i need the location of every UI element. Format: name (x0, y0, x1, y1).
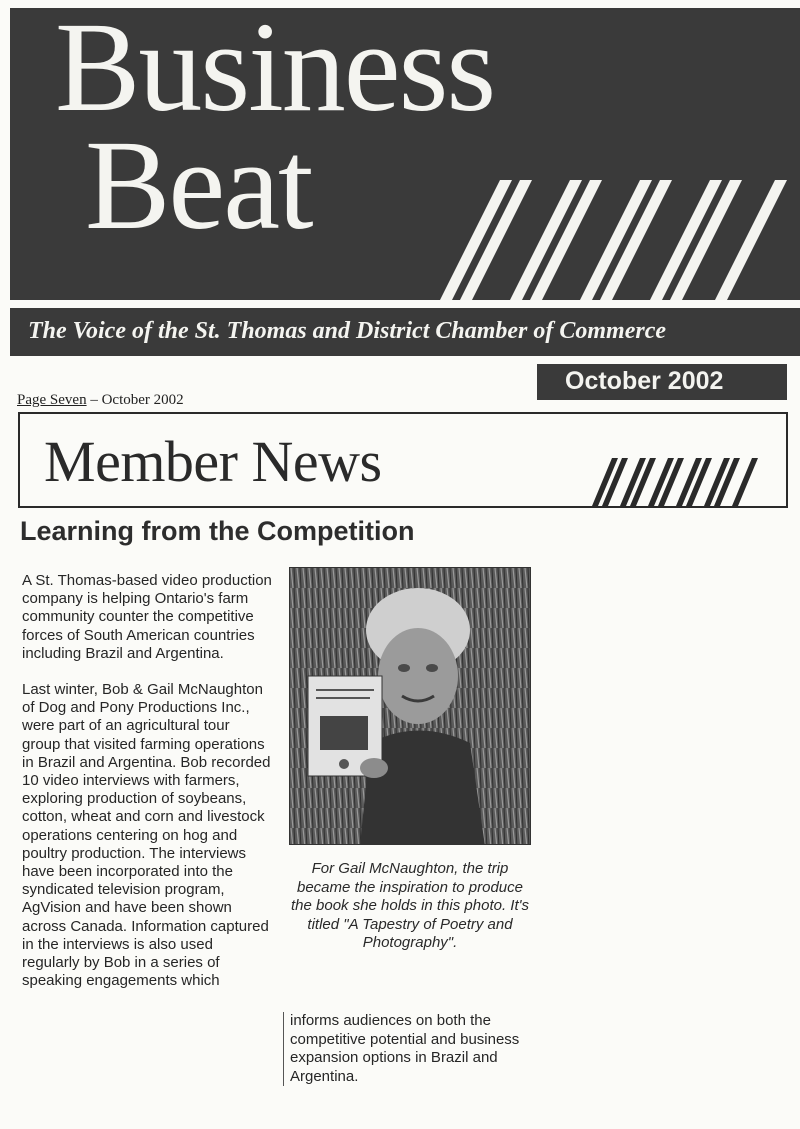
masthead (10, 8, 800, 300)
article-headline: Learning from the Competition (20, 516, 415, 546)
title-line-2: Beat (85, 114, 312, 256)
article-paragraph-1: A St. Thomas-based video production company is helping Ontario's farm community counter the competitive forces of South American countries including Brazil and Argentina. (22, 572, 272, 662)
section-header (18, 412, 788, 508)
page-number: Page Seven (17, 392, 87, 408)
tagline-bar (10, 308, 800, 356)
masthead-stripes-graphic (440, 180, 800, 300)
publication-title (55, 8, 495, 256)
page-date: – October 2002 (86, 392, 184, 408)
issue-date-badge (537, 364, 787, 400)
article-paragraph-2: Last winter, Bob & Gail McNaughton of Dog and Pony Productions Inc., were part of an agricultural tour group that visited farming operations in Brazil and Argentina. Bob recorded 10 video interviews with farmers, exploring production of soybeans, cotton, wheat and corn and livestock operations centering on hog and poultry production. The interviews have been incorporated into the syndicated television program, AgVision and have been shown across Canada. Information captured in the interviews is also used regularly by Bob in a series of speaking engagements which (22, 681, 271, 990)
section-stripes-graphic (592, 458, 782, 506)
page-line (17, 392, 184, 409)
issue-date: October 2002 (565, 367, 724, 395)
article-photo (289, 567, 531, 845)
article-continuation: informs audiences on both the competitive potential and business expansion options in Brazil and Argentina. (290, 1012, 520, 1085)
photo-woman-with-book (290, 568, 531, 845)
tagline: The Voice of the St. Thomas and District Chamber of Commerce (28, 318, 667, 344)
article-column-left (22, 572, 272, 1008)
section-title: Member News (44, 429, 382, 494)
article-column-continued (283, 1012, 540, 1086)
title-line-1: Business (55, 8, 495, 138)
photo-caption: For Gail McNaughton, the trip became the inspiration to produce the book she holds in this photo. It's titled "A Tapestry of Poetry and Photography". (290, 860, 529, 951)
